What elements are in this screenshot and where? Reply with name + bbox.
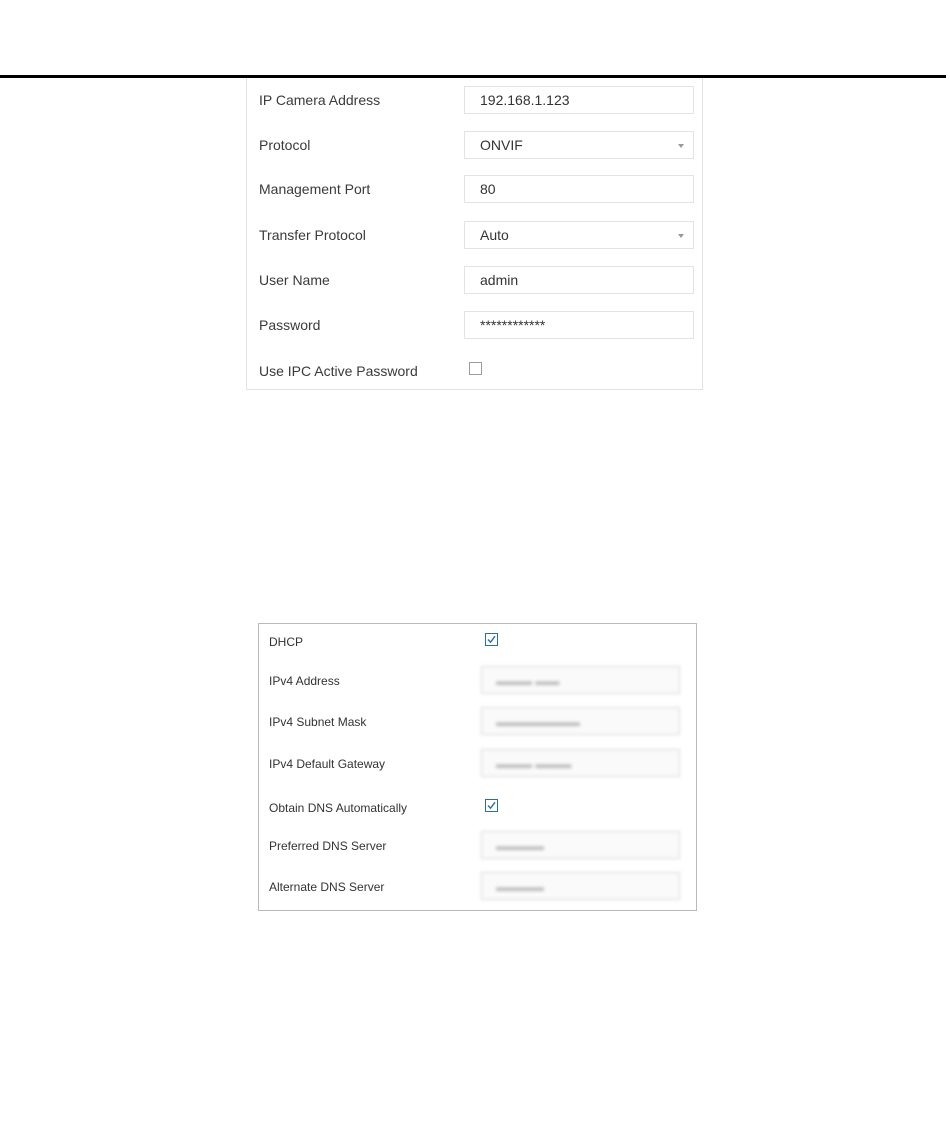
row-preferred-dns-server [259,831,696,861]
use-ipc-active-password-checkbox[interactable] [469,362,482,375]
row-ipv4-subnet-mask [259,707,696,737]
alternate-dns-server-input[interactable]: ▬▬▬▬ [481,872,680,900]
ipv4-default-gateway-input[interactable]: ▬▬▬ ▬▬▬ [481,749,680,777]
password-input[interactable]: ************ [464,311,694,339]
ipv4-address-input[interactable]: ▬▬▬ ▬▬ [481,666,680,694]
preferred-dns-server-input[interactable]: ▬▬▬▬ [481,831,680,859]
ip-camera-address-label: IP Camera Address [259,92,381,108]
dhcp-label: DHCP [269,635,304,649]
protocol-label: Protocol [259,137,311,153]
transfer-protocol-label: Transfer Protocol [259,227,366,243]
network-settings-panel [258,623,697,911]
obtain-dns-automatically-label: Obtain DNS Automatically [269,801,408,815]
management-port-label: Management Port [259,181,371,197]
management-port-input[interactable]: 80 [464,175,694,203]
ip-camera-address-input[interactable]: 192.168.1.123 [464,86,694,114]
preferred-dns-server-label: Preferred DNS Server [269,839,387,853]
obtain-dns-automatically-checkbox[interactable] [485,799,498,812]
row-use-ipc-active-password [247,357,702,387]
row-obtain-dns-automatically [259,793,696,823]
row-ipv4-default-gateway [259,749,696,779]
row-transfer-protocol [247,221,702,251]
row-alternate-dns-server [259,872,696,902]
row-password [247,311,702,341]
password-label: Password [259,317,321,333]
row-user-name [247,266,702,296]
protocol-select[interactable]: ONVIF [464,131,694,159]
transfer-protocol-select[interactable]: Auto [464,221,694,249]
dhcp-checkbox[interactable] [485,633,498,646]
user-name-input[interactable]: admin [464,266,694,294]
camera-settings-panel [246,78,703,390]
ipv4-subnet-mask-input[interactable]: ▬▬▬▬▬▬▬ [481,707,680,735]
row-dhcp [259,627,696,657]
ipv4-subnet-mask-label: IPv4 Subnet Mask [269,715,367,729]
row-protocol [247,131,702,161]
row-ip-camera-address [247,86,702,116]
checkmark-icon [487,801,496,810]
alternate-dns-server-label: Alternate DNS Server [269,880,385,894]
row-management-port [247,175,702,205]
ipv4-address-label: IPv4 Address [269,674,340,688]
checkmark-icon [487,635,496,644]
row-ipv4-address [259,666,696,696]
ipv4-default-gateway-label: IPv4 Default Gateway [269,757,386,771]
use-ipc-active-password-label: Use IPC Active Password [259,363,418,379]
user-name-label: User Name [259,272,330,288]
